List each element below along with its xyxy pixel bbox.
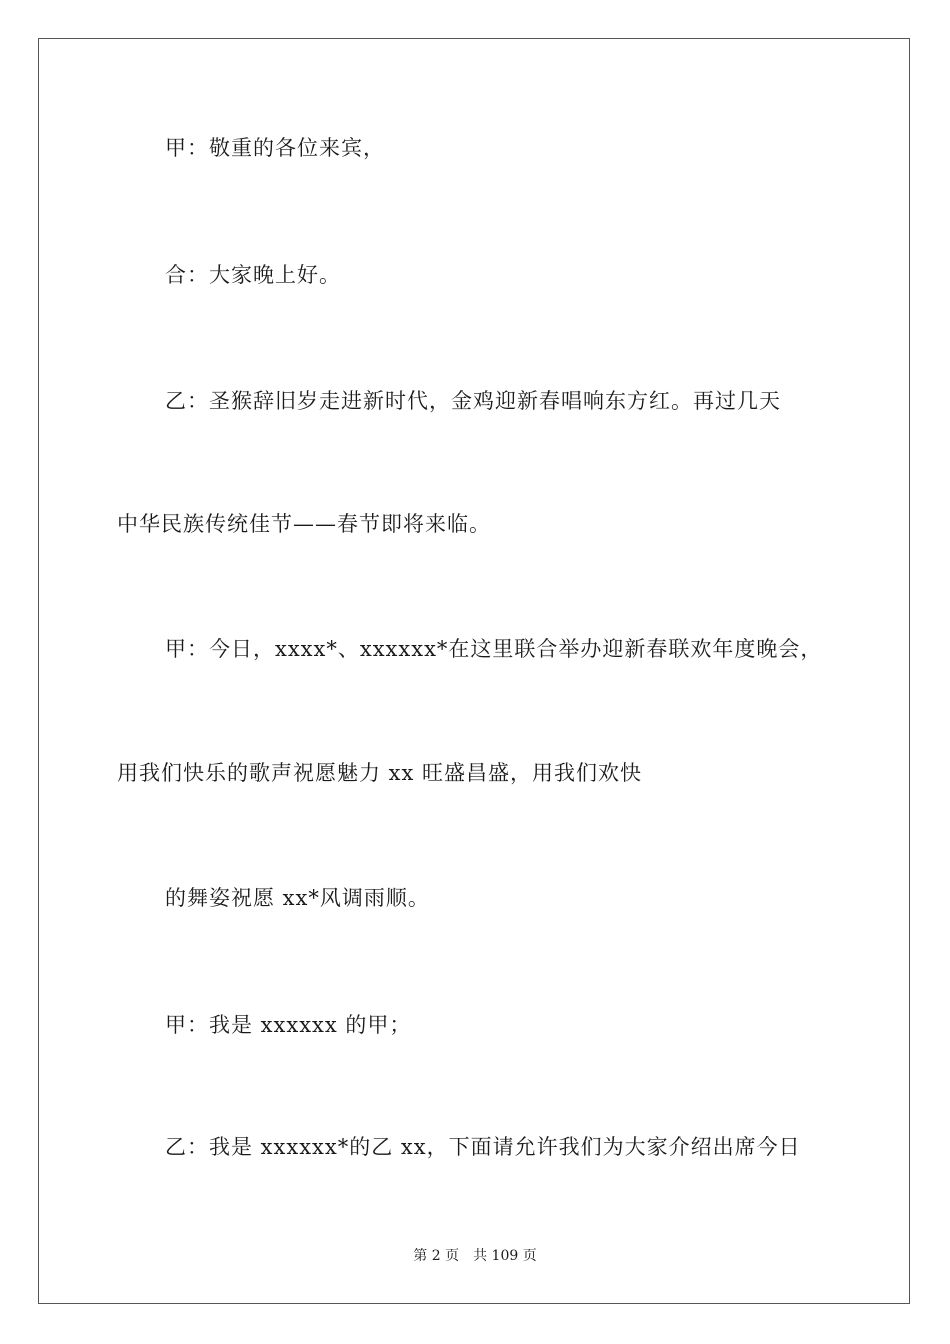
paragraph-line-1: 甲：敬重的各位来宾，: [165, 136, 385, 160]
paragraph-line-6: 用我们快乐的歌声祝愿魅力 xx 旺盛昌盛，用我们欢快: [117, 761, 643, 785]
paragraph-line-5: 甲：今日，xxxx*、xxxxxx*在这里联合举办迎新春联欢年度晚会，: [165, 637, 823, 661]
page-border: [38, 38, 910, 1304]
paragraph-line-2: 合：大家晚上好。: [165, 263, 341, 287]
paragraph-line-4: 中华民族传统佳节——春节即将来临。: [117, 512, 491, 536]
paragraph-line-9: 乙：我是 xxxxxx*的乙 xx，下面请允许我们为大家介绍出席今日: [165, 1135, 801, 1159]
paragraph-line-8: 甲：我是 xxxxxx 的甲；: [165, 1013, 412, 1037]
page-footer: [0, 1246, 950, 1266]
paragraph-line-7: 的舞姿祝愿 xx*风调雨顺。: [165, 886, 430, 910]
page-total: 共 109 页: [473, 1248, 537, 1264]
page-number: 第 2 页: [413, 1248, 460, 1264]
paragraph-line-3: 乙：圣猴辞旧岁走进新时代，金鸡迎新春唱响东方红。再过几天: [165, 389, 781, 413]
